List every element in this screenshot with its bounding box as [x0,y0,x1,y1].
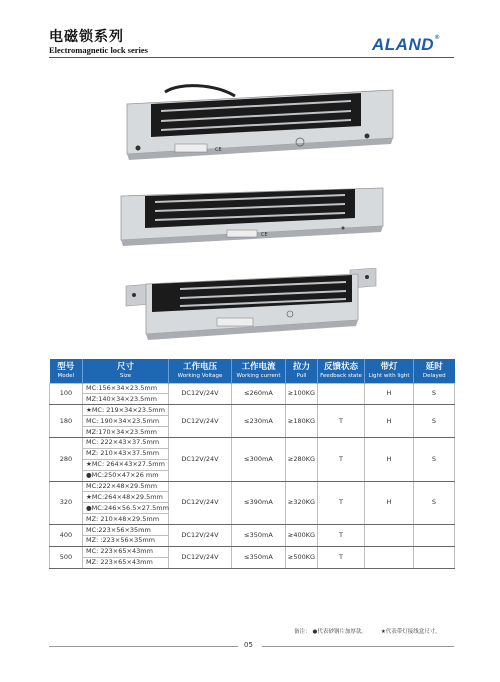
cell-size: MZ: 210×48×29.5mm [83,514,169,525]
footnote [294,627,455,635]
cell-light [365,546,414,568]
cell-current: ≤390mA [232,481,286,525]
table-row [50,437,455,448]
table-row [50,405,455,416]
cell-delayed: S [414,405,455,438]
cell-model: 100 [50,383,83,405]
product-1-ce-mark: CE [215,147,222,153]
cell-pull: ≥280KG [286,437,318,481]
cell-voltage: DC12V/24V [169,437,232,481]
cell-feedback: T [318,546,365,568]
cell-delayed: S [414,481,455,525]
cell-model: 280 [50,437,83,481]
product-image-3 [122,268,382,340]
cell-voltage: DC12V/24V [169,481,232,525]
cell-feedback: T [318,525,365,547]
registered-mark: ® [435,35,440,41]
footnote-thick-steel: ●代表砂钢片加厚款。 [312,629,367,635]
cell-size: ★MC:264×48×29.5mm [83,492,169,503]
cell-current: ≤260mA [232,383,286,405]
table-row [50,546,455,557]
title-cn: 电磁锁系列 [49,29,124,45]
cell-current: ≤230mA [232,405,286,438]
table-row [50,525,455,536]
cell-light: H [365,383,414,405]
cell-model: 180 [50,405,83,438]
header-model: 型号 Model [50,359,83,383]
cell-pull: ≥320KG [286,481,318,525]
brand-logo [372,35,440,55]
cell-current: ≤350mA [232,546,286,568]
cell-size: MZ:170×34×23.5mm [83,427,169,438]
cell-size: ★MC: 219×34×23.5mm [83,405,169,416]
product-image-1 [105,82,395,172]
cell-voltage: DC12V/24V [169,405,232,438]
cell-pull: ≥500KG [286,546,318,568]
table-row [50,481,455,492]
header-size: 尺寸 Size [83,359,169,383]
header-light: 带灯 Light with light [365,359,414,383]
cell-model: 500 [50,546,83,568]
cell-size: MZ: 223×65×43mm [83,557,169,568]
cell-feedback: T [318,437,365,481]
cell-pull: ≥180KG [286,405,318,438]
cell-size: MC: 222×43×37.5mm [83,437,169,448]
cell-light: H [365,437,414,481]
cell-light: H [365,481,414,525]
cell-voltage: DC12V/24V [169,525,232,547]
cell-size: ★MC: 264×43×27.5mm [83,459,169,470]
cell-size: MC: 190×34×23.5mm [83,416,169,427]
cell-model: 320 [50,481,83,525]
cell-delayed: S [414,437,455,481]
cell-light: H [365,405,414,438]
product-image-2 [115,186,390,251]
footnote-light-box: ★代表带灯接线盒尺寸。 [380,629,441,635]
cell-size: MC:222×48×29.5mm [83,481,169,492]
table-header-row [50,359,455,383]
cell-delayed [414,546,455,568]
product-2-ce-mark: CE [261,232,268,238]
header-current: 工作电流 Working current [232,359,286,383]
cell-size: MC: 223×65×43mm [83,546,169,557]
cell-pull: ≥100KG [286,383,318,405]
cell-current: ≤350mA [232,525,286,547]
cell-size: MZ: 210×43×37.5mm [83,448,169,459]
cell-current: ≤300mA [232,437,286,481]
cell-size: MC:156×34×23.5mm [83,383,169,394]
footnote-prefix: 备注： [294,629,311,635]
title-en: Electromagnetic lock series [49,45,148,55]
page-number: 05 [244,641,253,649]
cell-feedback [318,383,365,405]
cell-size: MZ: :223×56×35mm [83,535,169,546]
cell-size: ●MC:246×56.5×27.5mm [83,503,169,514]
cell-size: ●MC:250×47×26 mm [83,470,169,481]
header-feedback: 反馈状态 Feedback state [318,359,365,383]
cell-voltage: DC12V/24V [169,546,232,568]
spec-table [49,359,455,569]
cell-delayed [414,525,455,547]
header-voltage: 工作电压 Working Voltage [169,359,232,383]
header-rule [49,57,454,58]
cell-model: 400 [50,525,83,547]
brand-name: ALAND [372,35,434,54]
cell-light [365,525,414,547]
table-row [50,383,455,394]
cell-delayed: S [414,383,455,405]
cell-size: MC:223×56×35mm [83,525,169,536]
cell-voltage: DC12V/24V [169,383,232,405]
header-pull: 拉力 Pull [286,359,318,383]
cell-feedback: T [318,405,365,438]
cell-size: MZ:140×34×23.5mm [83,394,169,405]
cell-feedback: T [318,481,365,525]
cell-pull: ≥400KG [286,525,318,547]
header-delayed: 延时 Delayed [414,359,455,383]
